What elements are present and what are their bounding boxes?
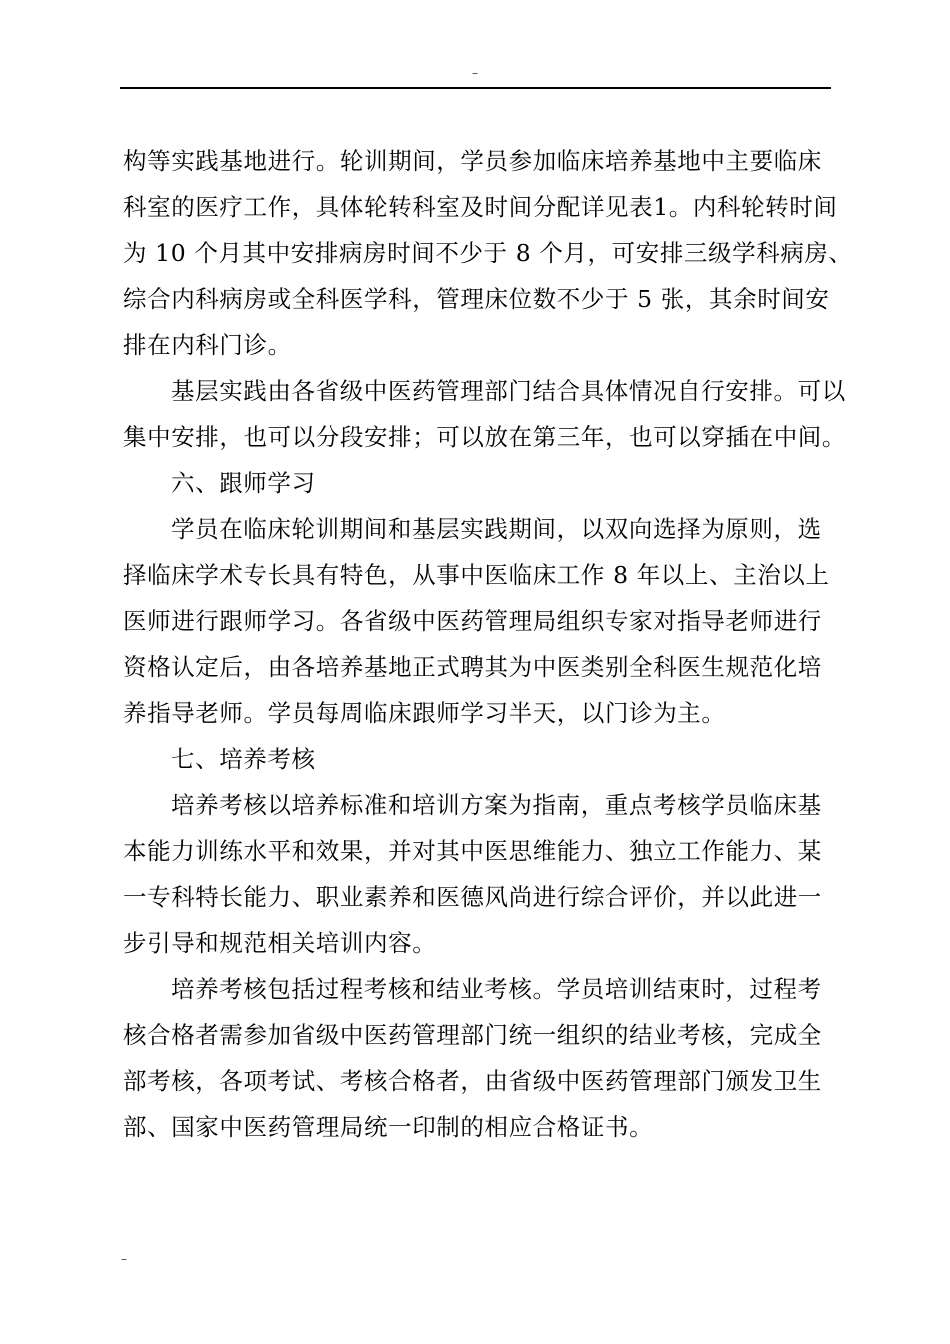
text-line: 构等实践基地进行。轮训期间，学员参加临床培养基地中主要临床 — [123, 147, 822, 175]
header-mark: – — [472, 66, 478, 80]
document-body — [123, 138, 853, 1150]
text-line: 科室的医疗工作，具体轮转科室及时间分配详见表1。内科轮转时间 — [123, 193, 838, 221]
text-line: 综合内科病房或全科医学科，管理床位数不少于 5 张，其余时间安 — [123, 285, 830, 313]
text-line: 一专科特长能力、职业素养和医德风尚进行综合评价，并以此进一 — [123, 883, 822, 911]
footer-mark: – — [121, 1252, 127, 1266]
text-line: 为 10 个月其中安排病房时间不少于 8 个月，可安排三级学科病房、 — [123, 239, 853, 267]
text-line: 基层实践由各省级中医药管理部门结合具体情况自行安排。可以 — [171, 377, 846, 405]
text-line: 学员在临床轮训期间和基层实践期间，以双向选择为原则，选 — [171, 515, 822, 543]
header-rule — [120, 87, 831, 89]
text-line: 养指导老师。学员每周临床跟师学习半天，以门诊为主。 — [123, 699, 726, 727]
text-line: 步引导和规范相关培训内容。 — [123, 929, 437, 957]
text-line: 排在内科门诊。 — [123, 331, 292, 359]
text-line: 核合格者需参加省级中医药管理部门统一组织的结业考核，完成全 — [123, 1021, 822, 1049]
text-line: 医师进行跟师学习。各省级中医药管理局组织专家对指导老师进行 — [123, 607, 822, 635]
text-line: 七、培养考核 — [171, 745, 316, 773]
text-line: 培养考核包括过程考核和结业考核。学员培训结束时，过程考 — [171, 975, 822, 1003]
text-line: 培养考核以培养标准和培训方案为指南，重点考核学员临床基 — [171, 791, 822, 819]
text-line: 集中安排，也可以分段安排；可以放在第三年，也可以穿插在中间。 — [123, 423, 846, 451]
text-line: 择临床学术专长具有特色，从事中医临床工作 8 年以上、主治以上 — [123, 561, 830, 589]
text-line: 部考核，各项考试、考核合格者，由省级中医药管理部门颁发卫生 — [123, 1067, 822, 1095]
text-line: 本能力训练水平和效果，并对其中医思维能力、独立工作能力、某 — [123, 837, 822, 865]
text-line: 部、国家中医药管理局统一印制的相应合格证书。 — [123, 1113, 654, 1141]
text-line: 六、跟师学习 — [171, 469, 316, 497]
text-line: 资格认定后，由各培养基地正式聘其为中医类别全科医生规范化培 — [123, 653, 822, 681]
